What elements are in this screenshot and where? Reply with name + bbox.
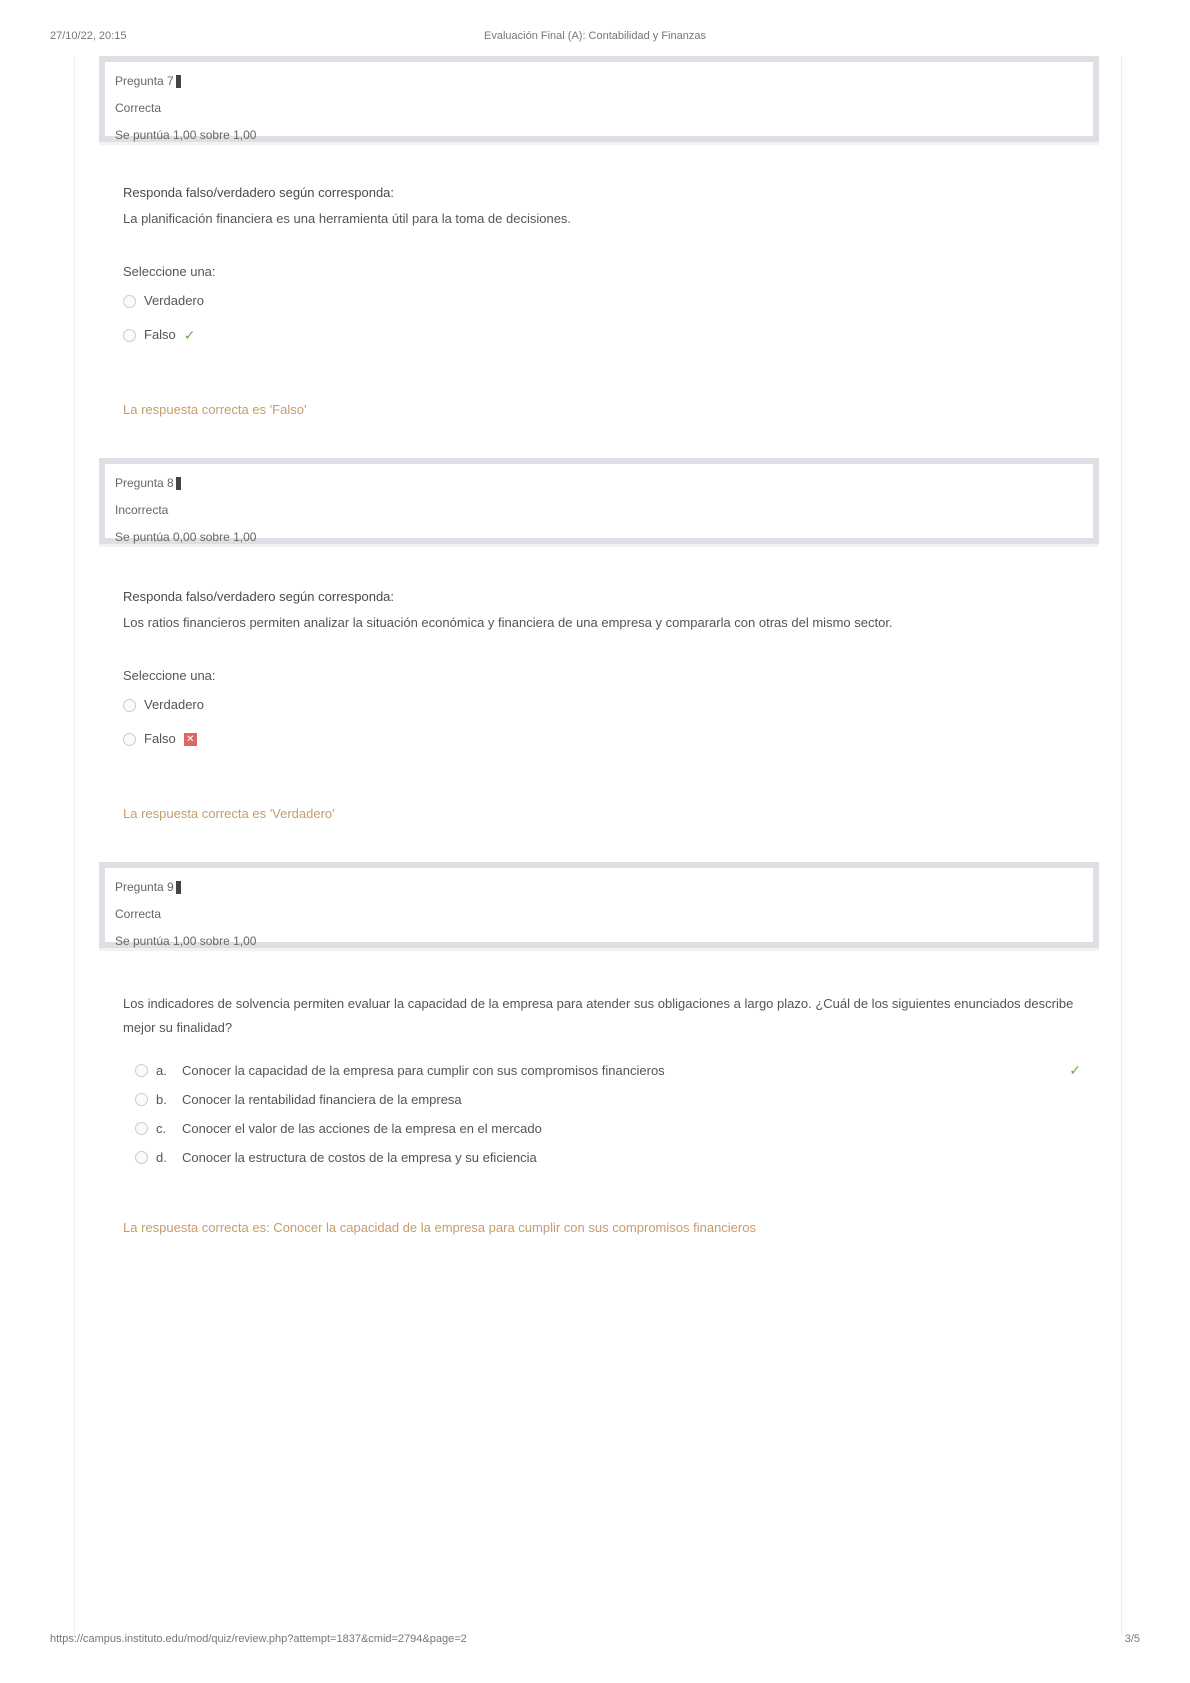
question-score: Se puntúa 1,00 sobre 1,00 [115, 934, 257, 948]
page-number: 3/5 [1124, 1633, 1140, 1645]
correct-answer-feedback: La respuesta correcta es: Conocer la capacidad de la empresa para cumplir con sus compromisos financieros [123, 1220, 756, 1235]
option-b[interactable] [135, 1085, 1081, 1114]
question-prompt-text: Los indicadores de solvencia permiten evaluar la capacidad de la empresa para atender sus obligaciones a largo plazo. ¿Cuál de los siguientes enunciados describe mejor su finalidad? [123, 996, 1074, 1035]
select-label: Seleccione una: [123, 668, 216, 683]
print-footer [50, 1633, 1140, 1653]
radio-button[interactable] [135, 1093, 148, 1106]
option-text: Conocer la estructura de costos de la empresa y su eficiencia [182, 1150, 537, 1165]
question-status: Correcta [115, 101, 162, 115]
question-info-box [99, 458, 1099, 544]
option-d[interactable] [135, 1143, 1081, 1172]
radio-button[interactable] [135, 1151, 148, 1164]
question-number: Pregunta 9 [115, 880, 174, 894]
question-body [123, 992, 1081, 1240]
option-label: Falso [144, 327, 176, 342]
question-body [123, 180, 1081, 422]
print-header [50, 30, 1140, 50]
flag-icon[interactable] [176, 75, 181, 88]
print-date: 27/10/22, 20:15 [50, 30, 127, 42]
option-false[interactable] [123, 722, 1081, 756]
question-number: Pregunta 7 [115, 74, 174, 88]
option-letter: d. [156, 1150, 167, 1165]
question-prompt-title: Responda falso/verdadero según corresponda: [123, 589, 395, 604]
option-label: Verdadero [144, 697, 204, 712]
question-info-box [99, 56, 1099, 142]
option-true[interactable] [123, 284, 1081, 318]
option-text: Conocer el valor de las acciones de la empresa en el mercado [182, 1121, 542, 1136]
question-info-box [99, 862, 1099, 948]
question-number: Pregunta 8 [115, 476, 174, 490]
question-score: Se puntúa 0,00 sobre 1,00 [115, 530, 257, 544]
option-text: Conocer la capacidad de la empresa para cumplir con sus compromisos financieros [182, 1063, 665, 1078]
radio-button[interactable] [123, 329, 136, 342]
select-label: Seleccione una: [123, 264, 216, 279]
correct-check-icon: ✓ [183, 327, 196, 343]
correct-check-icon: ✓ [1069, 1062, 1081, 1078]
option-letter: c. [156, 1121, 167, 1136]
correct-answer-feedback: La respuesta correcta es 'Falso' [123, 402, 307, 417]
option-true[interactable] [123, 688, 1081, 722]
page-url: https://campus.instituto.edu/mod/quiz/review.php?attempt=1837&cmid=2794&page=2 [50, 1633, 467, 1645]
correct-answer-feedback: La respuesta correcta es 'Verdadero' [123, 806, 335, 821]
option-c[interactable] [135, 1114, 1081, 1143]
radio-button[interactable] [135, 1122, 148, 1135]
option-letter: b. [156, 1092, 167, 1107]
question-status: Correcta [115, 907, 162, 921]
quiz-review-sheet [74, 56, 1122, 1636]
options-list [123, 1056, 1081, 1172]
question-status: Incorrecta [115, 503, 169, 517]
option-text: Conocer la rentabilidad financiera de la empresa [182, 1092, 462, 1107]
question-body [123, 584, 1081, 826]
flag-icon[interactable] [176, 881, 181, 894]
option-label: Verdadero [144, 293, 204, 308]
flag-icon[interactable] [176, 477, 181, 490]
question-prompt-text: Los ratios financieros permiten analizar la situación económica y financiera de una empresa y compararla con otras del mismo sector. [123, 615, 893, 630]
question-score: Se puntúa 1,00 sobre 1,00 [115, 128, 257, 142]
option-false[interactable] [123, 318, 1081, 352]
option-a[interactable] [135, 1056, 1081, 1085]
radio-button[interactable] [135, 1064, 148, 1077]
radio-button[interactable] [123, 733, 136, 746]
question-prompt-title: Responda falso/verdadero según corresponda: [123, 185, 395, 200]
incorrect-x-icon: ✕ [184, 733, 197, 746]
question-prompt-text: La planificación financiera es una herramienta útil para la toma de decisiones. [123, 211, 572, 226]
option-label: Falso [144, 731, 176, 746]
radio-button[interactable] [123, 295, 136, 308]
document-title: Evaluación Final (A): Contabilidad y Finanzas [484, 30, 706, 42]
radio-button[interactable] [123, 699, 136, 712]
option-letter: a. [156, 1063, 167, 1078]
